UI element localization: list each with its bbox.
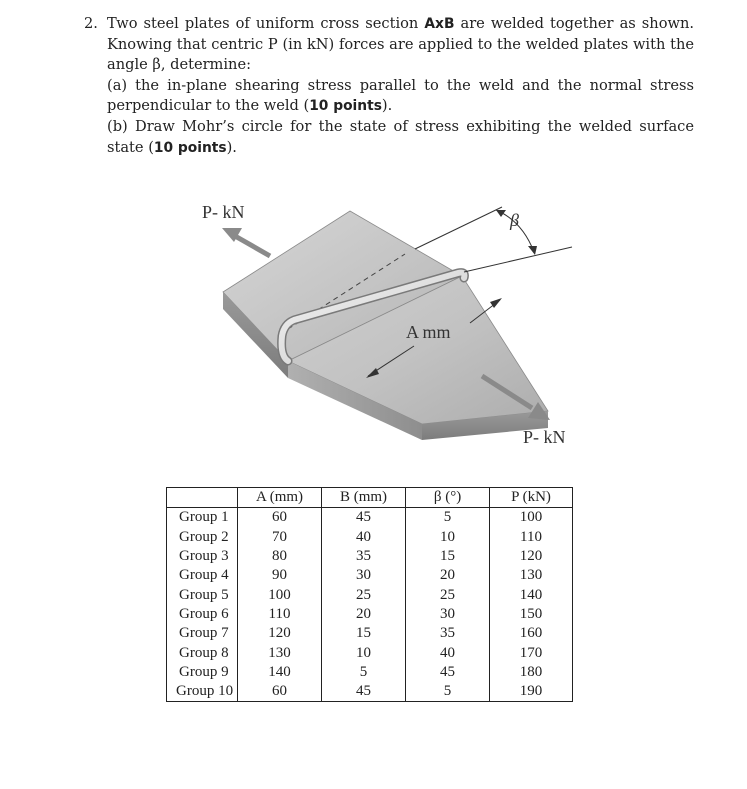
group-cell: Group 3	[167, 547, 238, 566]
b-cell: 35	[322, 547, 406, 566]
group-cell: Group 2	[167, 528, 238, 547]
table-row	[167, 624, 573, 643]
beta-cell: 10	[406, 528, 490, 547]
table-row	[167, 605, 573, 624]
a-cell: 80	[238, 547, 322, 566]
p-cell: 140	[490, 585, 573, 604]
b-cell: 40	[322, 528, 406, 547]
beta-cell: 5	[406, 508, 490, 528]
p-cell: 150	[490, 605, 573, 624]
b-cell: 25	[322, 585, 406, 604]
a-cell: 120	[238, 624, 322, 643]
force-label-right: P- kN	[523, 427, 566, 447]
b-cell: 45	[322, 682, 406, 702]
intro-text-2: are welded together as shown. Knowing that centric P (in kN) forces are applied to the welded plates with the angle β, determine:	[107, 15, 695, 74]
a-cell: 60	[238, 508, 322, 528]
a-cell: 140	[238, 663, 322, 682]
part-a	[107, 76, 694, 117]
header-a: A (mm)	[238, 488, 322, 508]
header-b: B (mm)	[322, 488, 406, 508]
group-data-table	[166, 487, 573, 702]
header-group	[167, 488, 238, 508]
header-beta: β (°)	[406, 488, 490, 508]
a-cell: 110	[238, 605, 322, 624]
beta-cell: 35	[406, 624, 490, 643]
part-a-end: ).	[381, 97, 393, 115]
left-force-arrow	[222, 228, 270, 256]
width-label: A mm	[406, 322, 451, 342]
welded-plates-drawing	[190, 196, 590, 456]
b-cell: 20	[322, 605, 406, 624]
beta-cell: 5	[406, 682, 490, 702]
p-cell: 190	[490, 682, 573, 702]
cross-section-label: AxB	[424, 16, 455, 32]
b-cell: 30	[322, 566, 406, 585]
p-cell: 180	[490, 663, 573, 682]
beta-cell: 25	[406, 585, 490, 604]
p-cell: 170	[490, 643, 573, 662]
part-a-points: 10 points	[309, 98, 382, 115]
a-cell: 60	[238, 682, 322, 702]
group-cell: Group 9	[167, 663, 238, 682]
intro-text-1: Two steel plates of uniform cross section	[107, 15, 425, 32]
problem-body	[107, 14, 694, 158]
p-cell: 110	[490, 528, 573, 547]
p-cell: 100	[490, 508, 573, 528]
b-cell: 15	[322, 624, 406, 643]
a-cell: 130	[238, 643, 322, 662]
part-b-points: 10 points	[153, 139, 227, 156]
header-p: P (kN)	[490, 488, 573, 508]
problem-intro	[107, 14, 694, 76]
b-cell: 5	[322, 663, 406, 682]
welded-plates-figure	[190, 196, 590, 456]
table-row	[167, 566, 573, 585]
beta-cell: 30	[406, 605, 490, 624]
beta-cell: 45	[406, 663, 490, 682]
a-cell: 70	[238, 528, 322, 547]
p-cell: 160	[490, 624, 573, 643]
group-cell: Group 1	[167, 508, 238, 528]
parameters-table	[166, 487, 573, 702]
group-cell: Group 4	[167, 566, 238, 585]
group-cell: Group 7	[167, 624, 238, 643]
p-cell: 120	[490, 547, 573, 566]
group-cell: Group 5	[167, 585, 238, 604]
beta-cell: 40	[406, 643, 490, 662]
table-row	[167, 643, 573, 662]
problem-number: 2.	[84, 15, 98, 32]
p-cell: 130	[490, 566, 573, 585]
beta-cell: 15	[406, 547, 490, 566]
problem-statement	[84, 14, 694, 158]
table-row	[167, 508, 573, 528]
table-row	[167, 663, 573, 682]
table-row	[167, 682, 573, 702]
part-a-text: (a) the in-plane shearing stress parallel to the weld and the normal stress perpendicular to the weld (	[107, 76, 694, 115]
part-b	[107, 117, 694, 158]
b-cell: 45	[322, 508, 406, 528]
angle-label: β	[510, 210, 519, 230]
a-cell: 90	[238, 566, 322, 585]
table-row	[167, 528, 573, 547]
beta-cell: 20	[406, 566, 490, 585]
group-cell: Group 10	[167, 682, 238, 702]
b-cell: 10	[322, 643, 406, 662]
table-row	[167, 585, 573, 604]
table-header-row	[167, 488, 573, 508]
force-label-left: P- kN	[202, 202, 245, 222]
a-cell: 100	[238, 585, 322, 604]
group-cell: Group 6	[167, 605, 238, 624]
group-cell: Group 8	[167, 643, 238, 662]
table-row	[167, 547, 573, 566]
part-b-text: (b) Draw Mohr’s circle for the state of stress exhibiting the welded surface state (	[107, 117, 694, 156]
part-b-end: ).	[226, 138, 237, 156]
